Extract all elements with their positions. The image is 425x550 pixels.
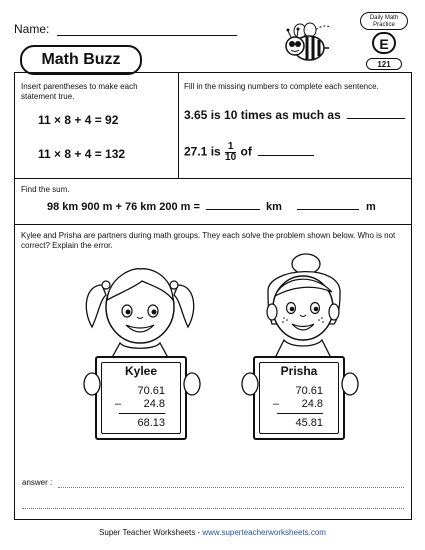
answer-line-2[interactable] [22, 508, 404, 509]
divider-vertical [178, 72, 179, 178]
prisha-result: 45.81 [295, 417, 323, 429]
missing-sentence-2-pre: 27.1 is [184, 144, 221, 159]
sum-instruction: Find the sum. [21, 185, 70, 194]
missing-sentence-2-post: of [240, 144, 252, 159]
worksheet-title: Math Buzz [20, 45, 142, 75]
kylee-bottom-number: 24.8 [143, 398, 165, 410]
parens-equation-1: 11 × 8 + 4 = 92 [38, 113, 119, 127]
sum-km-unit: km [266, 201, 282, 213]
badge-number: 121 [366, 58, 402, 70]
kylee-name: Kylee [124, 364, 158, 378]
badge-letter: E [372, 32, 396, 54]
kylee-hands [83, 372, 201, 402]
prisha-sum-line [277, 413, 323, 414]
kylee-minus: – [115, 398, 122, 410]
badge-title: Daily Math Practice [360, 12, 408, 30]
missing-sentence-1 [184, 108, 405, 122]
sum-m-blank[interactable] [297, 209, 359, 210]
error-instruction: Kylee and Prisha are partners during math groups. They each solve the problem shown below. Who is not correct? Explain the error. [21, 231, 396, 250]
sum-expression: 98 km 900 m + 76 km 200 m = [47, 201, 200, 213]
prisha-bottom-number: 24.8 [301, 398, 323, 410]
answer-label: answer : [22, 478, 53, 487]
kylee-result: 68.13 [137, 417, 165, 429]
kylee-top-number: 70.61 [137, 385, 165, 397]
prisha-top-number: 70.61 [295, 385, 323, 397]
answer-line-1[interactable] [58, 487, 404, 488]
footer-url[interactable]: www.superteacherworksheets.com [202, 528, 326, 537]
missing-answer-1[interactable] [347, 118, 405, 119]
footer [0, 528, 425, 537]
name-field[interactable] [57, 35, 237, 36]
missing-sentence-1-text: 3.65 is 10 times as much as [184, 108, 341, 122]
fraction-one-tenth [225, 142, 236, 163]
divider-horizontal-2 [14, 224, 412, 225]
fraction-denominator: 10 [225, 152, 237, 163]
prisha-name: Prisha [280, 364, 318, 378]
bee-icon [283, 22, 333, 66]
kylee-sum-line [119, 413, 165, 414]
prisha-minus: – [273, 398, 280, 410]
footer-brand: Super Teacher Worksheets - [99, 528, 203, 537]
sum-km-blank[interactable] [206, 209, 260, 210]
parens-equation-2: 11 × 8 + 4 = 132 [38, 147, 126, 161]
sum-expression-row [47, 201, 376, 213]
prisha-hands [241, 372, 359, 402]
parens-instruction: Insert parentheses to make each statement true. [21, 82, 138, 101]
missing-sentence-2 [184, 142, 314, 163]
fraction-numerator: 1 [225, 142, 236, 153]
missing-answer-2[interactable] [258, 155, 314, 156]
sum-m-unit: m [366, 201, 376, 213]
missing-instruction: Fill in the missing numbers to complete each sentence. [184, 82, 379, 91]
daily-math-badge [360, 12, 410, 74]
name-label: Name: [14, 22, 50, 36]
divider-horizontal-1 [14, 178, 412, 179]
